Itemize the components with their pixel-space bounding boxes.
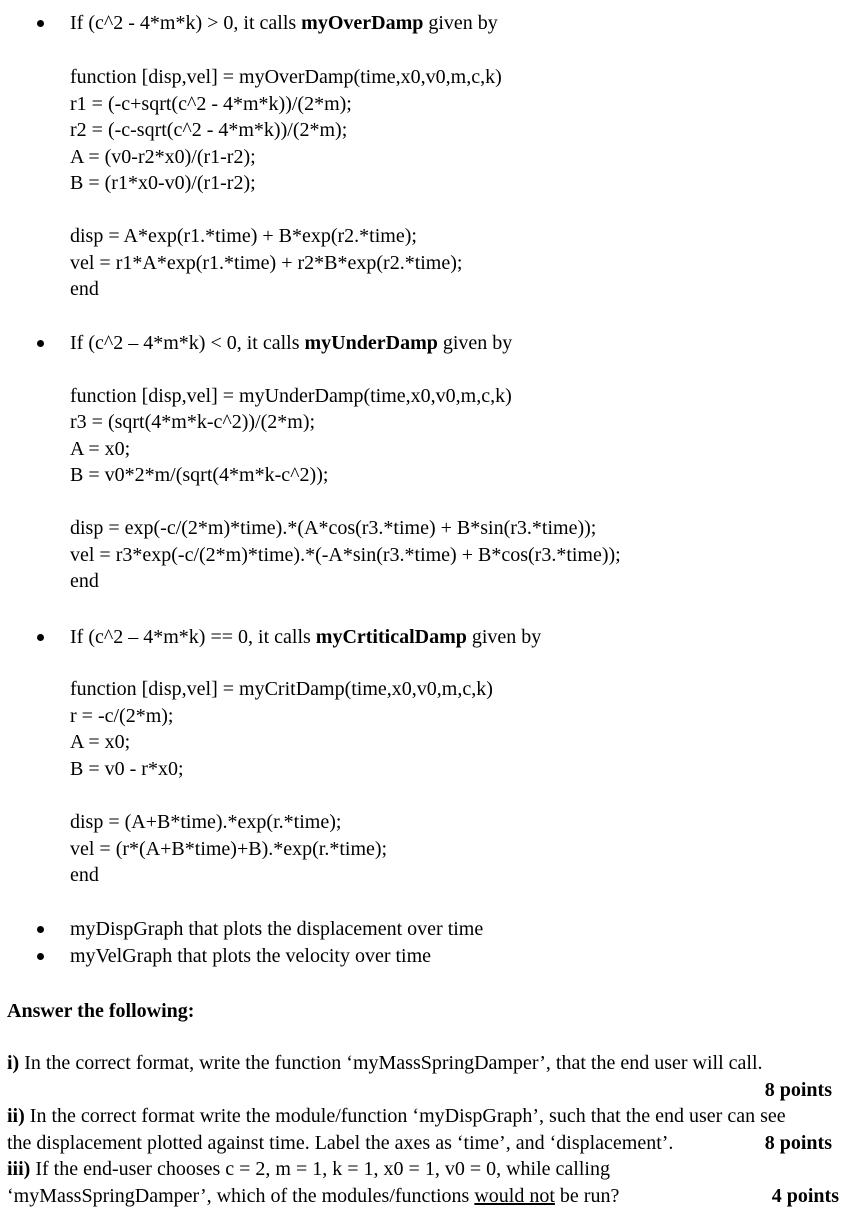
question-1: [7, 1051, 763, 1075]
code-line: A = (v0-r2*x0)/(r1-r2);: [70, 146, 256, 168]
question-text: In the correct format, write the function ‘myMassSpringDamper’, that the end user will call.: [19, 1052, 763, 1074]
code-line: A = x0;: [70, 438, 131, 460]
code-line: B = v0*2*m/(sqrt(4*m*k-c^2));: [70, 464, 329, 486]
function-name: myCrtiticalDamp: [315, 626, 467, 648]
bullet-overdamp: [70, 11, 498, 35]
bullet-text: If (c^2 – 4*m*k) < 0, it calls: [70, 332, 305, 354]
points-q3: 4 points: [771, 1185, 839, 1207]
code-line: function [disp,vel] = myCritDamp(time,x0,v0,m,c,k): [70, 678, 493, 700]
code-line: disp = (A+B*time).*exp(r.*time);: [70, 811, 342, 833]
question-label: i): [7, 1052, 20, 1074]
question-label: ii): [7, 1105, 25, 1127]
bullet-dot: [37, 953, 44, 960]
function-name: myUnderDamp: [304, 332, 438, 354]
bullet-text: given by: [437, 332, 513, 354]
bullet-dispgraph: myDispGraph that plots the displacement over time: [70, 918, 484, 940]
bullet-dot: [37, 926, 44, 933]
underlined-text: would not: [474, 1185, 555, 1207]
bullet-dot: [37, 634, 44, 641]
points-q1: 8 points: [764, 1079, 832, 1101]
code-line: disp = A*exp(r1.*time) + B*exp(r2.*time);: [70, 225, 417, 247]
code-line: vel = r3*exp(-c/(2*m)*time).*(-A*sin(r3.*time) + B*cos(r3.*time));: [70, 544, 621, 566]
code-line: B = (r1*x0-v0)/(r1-r2);: [70, 172, 256, 194]
bullet-underdamp: [70, 331, 512, 355]
code-line: disp = exp(-c/(2*m)*time).*(A*cos(r3.*time) + B*sin(r3.*time));: [70, 517, 597, 539]
code-line: r1 = (-c+sqrt(c^2 - 4*m*k))/(2*m);: [70, 93, 352, 115]
bullet-dot: [37, 20, 44, 27]
bullet-dot: [37, 340, 44, 347]
code-line: end: [70, 864, 99, 886]
question-text: be run?: [554, 1185, 620, 1207]
code-line: r2 = (-c-sqrt(c^2 - 4*m*k))/(2*m);: [70, 119, 348, 141]
code-line: function [disp,vel] = myOverDamp(time,x0,v0,m,c,k): [70, 66, 502, 88]
code-line: A = x0;: [70, 731, 131, 753]
code-line: r = -c/(2*m);: [70, 705, 174, 727]
code-line: end: [70, 570, 99, 592]
bullet-critdamp: [70, 625, 541, 649]
question-label: iii): [7, 1158, 31, 1180]
code-line: vel = (r*(A+B*time)+B).*exp(r.*time);: [70, 838, 388, 860]
code-line: r3 = (sqrt(4*m*k-c^2))/(2*m);: [70, 411, 316, 433]
code-line: vel = r1*A*exp(r1.*time) + r2*B*exp(r2.*time);: [70, 252, 463, 274]
question-text: In the correct format write the module/function ‘myDispGraph’, such that the end user can see: [24, 1105, 786, 1127]
function-name: myOverDamp: [301, 12, 424, 34]
points-q2: 8 points: [764, 1132, 832, 1154]
bullet-text: given by: [466, 626, 542, 648]
bullet-text: If (c^2 – 4*m*k) == 0, it calls: [70, 626, 316, 648]
code-line: function [disp,vel] = myUnderDamp(time,x0,v0,m,c,k): [70, 385, 512, 407]
question-3-line2: [7, 1184, 619, 1208]
bullet-text: given by: [423, 12, 498, 34]
question-3: [7, 1157, 610, 1181]
question-2: [7, 1104, 786, 1128]
question-text: If the end-user chooses c = 2, m = 1, k = 1, x0 = 1, v0 = 0, while calling: [30, 1158, 610, 1180]
code-line: end: [70, 278, 99, 300]
answer-heading: Answer the following:: [7, 1000, 195, 1022]
question-text: ‘myMassSpringDamper’, which of the modules/functions: [7, 1185, 475, 1207]
bullet-velgraph: myVelGraph that plots the velocity over time: [70, 945, 432, 967]
code-line: B = v0 - r*x0;: [70, 758, 184, 780]
bullet-text: If (c^2 - 4*m*k) > 0, it calls: [70, 12, 302, 34]
question-2-line2: the displacement plotted against time. Label the axes as ‘time’, and ‘displacement’.: [7, 1132, 674, 1154]
